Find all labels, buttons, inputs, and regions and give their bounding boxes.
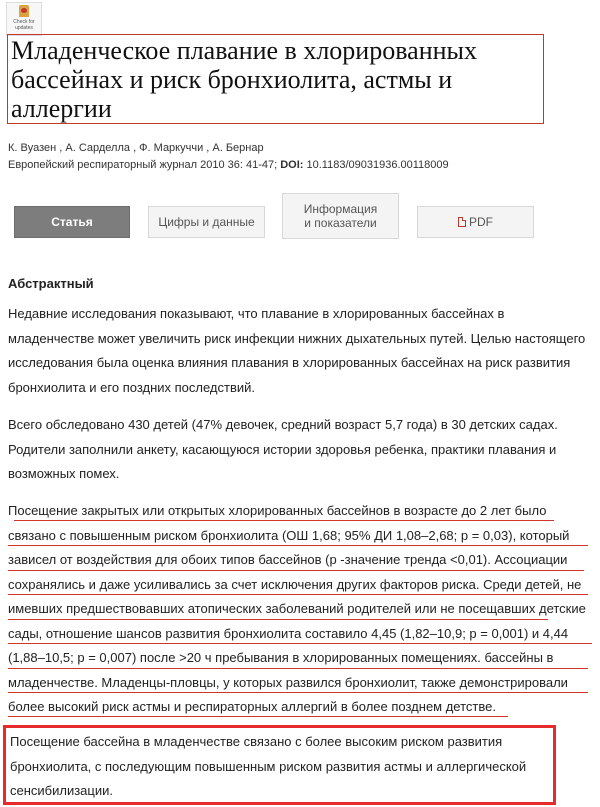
tab-pdf[interactable] [417, 206, 534, 238]
tab-figures-data[interactable] [148, 206, 265, 238]
article-title: Младенческое плавание в хлорированных бассейнах и риск бронхиолита, астмы и аллергии [11, 36, 477, 123]
underline-mark [8, 716, 508, 717]
doi-label: DOI: [280, 159, 304, 171]
citation-text: Европейский респираторный журнал 2010 36: 41-47; [8, 159, 281, 171]
tab-label: Информация и показатели [303, 202, 378, 230]
underline-mark [8, 594, 588, 595]
bookmark-icon [19, 5, 29, 17]
abstract-paragraph-2: Всего обследовано 430 детей (47% девочек, средний возраст 5,7 года) в 30 детских садах. Родители заполнили анкету, касающуюся истории здоровья ребенка, практики плавания и возможных помех. [8, 417, 558, 481]
pdf-icon [458, 217, 466, 227]
abstract-paragraph-3: Посещение закрытых или открытых хлорированных бассейнов в возрасте до 2 лет было связано с повышенным риском бронхиолита (ОШ 1,68; 95% ДИ 1,08–2,68; p = 0,03), который зависел от воздействия для обоих типов бассейнов (p -значение тренда <0,01). Ассоциации сохранялись и даже усиливались за счет исключения других факторов риска. Среди детей, не имевших предшествовавших атопических заболеваний родителей или не посещавших детские сады, отношение шансов развития бронхиолита составило 4,45 (1,82–10,9; p = 0,001) и 4,44 (1,88–10,5; p = 0,007) после >20 ч пребывания в хлорированных помещениях. бассейны в младенчестве. Младенцы-пловцы, у которых развился бронхиолит, также демонстрировали более высокий риск астмы и респираторных аллергий в более позднем детстве. [8, 503, 586, 714]
tab-article[interactable] [14, 206, 130, 238]
underline-mark [8, 545, 588, 546]
tab-label: Статья [51, 215, 93, 229]
underline-mark [8, 692, 588, 693]
underline-mark [8, 619, 548, 620]
abstract-heading: Абстрактный [8, 276, 94, 291]
underline-mark [14, 520, 554, 521]
underline-mark [8, 643, 592, 644]
tab-label: PDF [469, 215, 493, 229]
author-list[interactable]: К. Вуазен , А. Сарделла , Ф. Маркуччи , А. Бернар [8, 142, 264, 154]
abstract-paragraph-1: Недавние исследования показывают, что плавание в хлорированных бассейнах в младенчестве может увеличить риск инфекции нижних дыхательных путей. Целью настоящего исследования была оценка влияния плавания в хлорированных бассейнах на риск развития бронхиолита и его поздних последствий. [8, 306, 586, 395]
doi-value[interactable]: 10.1183/09031936.00118009 [303, 159, 449, 171]
journal-citation [8, 159, 449, 171]
tab-label: Цифры и данные [158, 215, 255, 229]
underline-mark [8, 570, 584, 571]
badge-label: Check for updates [13, 19, 35, 31]
check-for-updates-badge[interactable] [6, 2, 42, 36]
tab-info-metrics[interactable] [282, 193, 399, 239]
abstract-conclusion: Посещение бассейна в младенчестве связано с более высоким риском развития бронхиолита, с последующим повышенным риском развития астмы и аллергической сенсибилизации. [10, 734, 527, 798]
underline-mark [8, 668, 588, 669]
